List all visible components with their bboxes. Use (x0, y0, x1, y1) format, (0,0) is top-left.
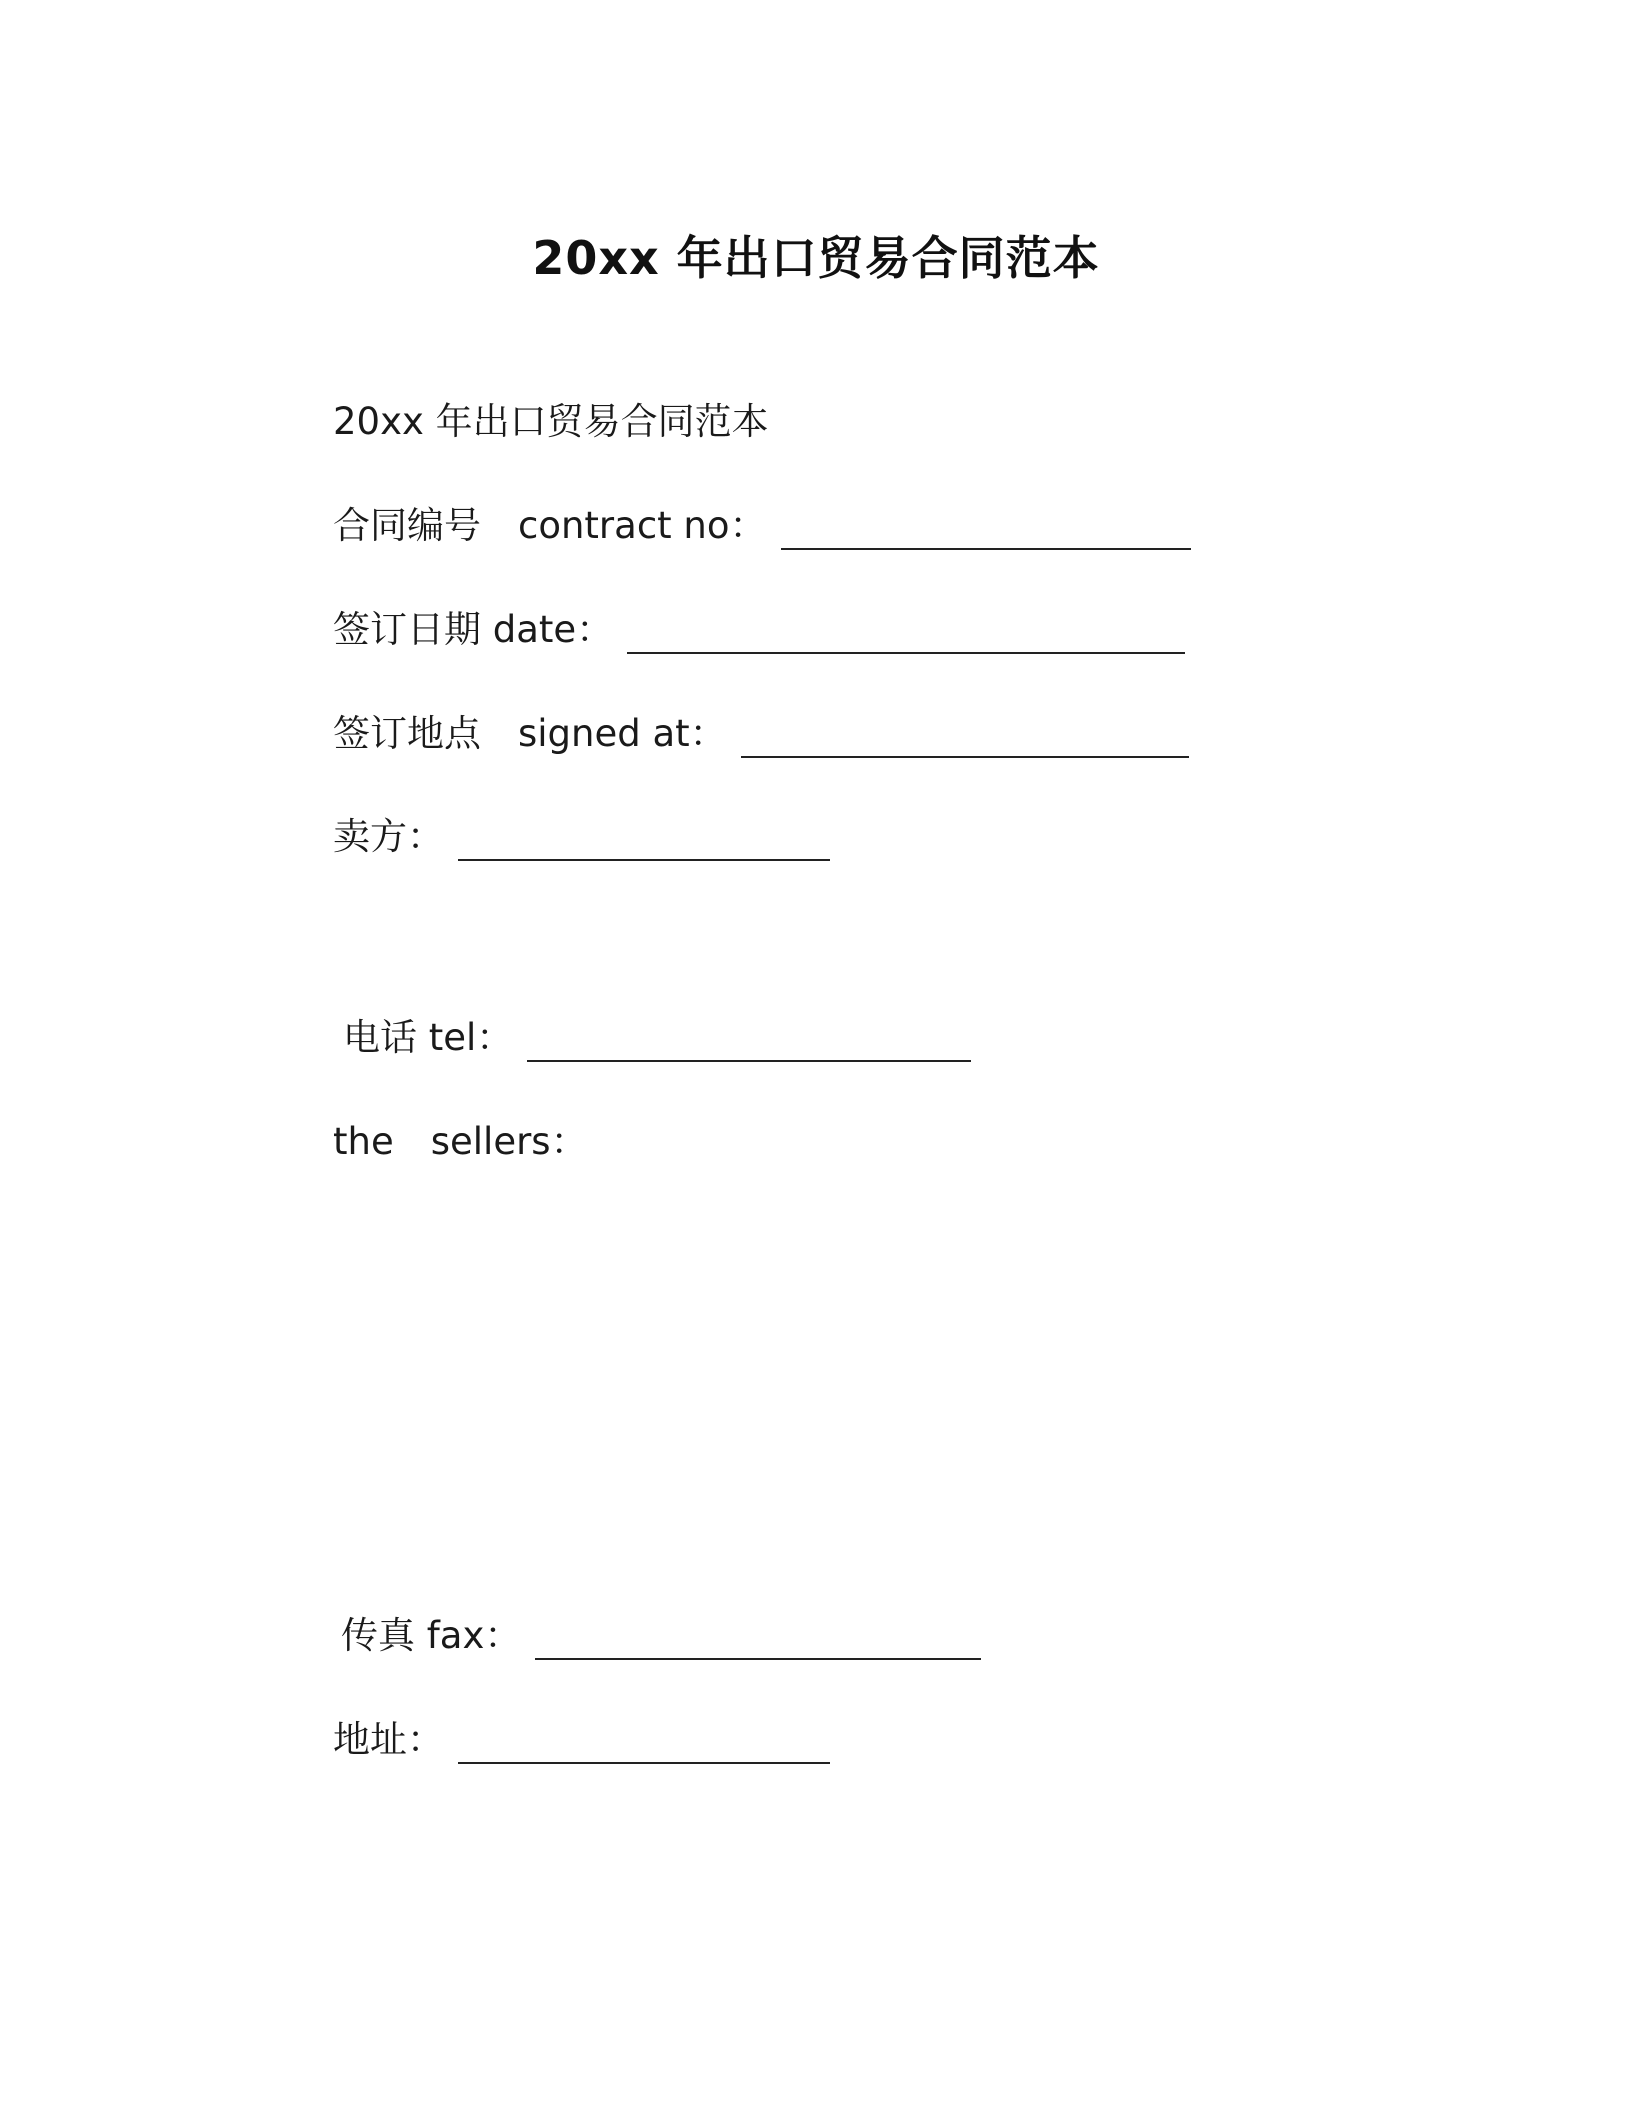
seller-label: 卖方： (333, 815, 444, 858)
the-sellers-row (333, 1118, 588, 1166)
document-title: 20xx 年出口贸易合同范本 (532, 231, 1100, 285)
date-label: 签订日期 date： (333, 608, 614, 651)
the-sellers-label: the sellers： (333, 1120, 588, 1163)
fax-label: 传真 fax： (341, 1614, 522, 1657)
contract-no-row (333, 502, 1191, 550)
date-blank[interactable] (627, 612, 1185, 654)
signed-at-blank[interactable] (741, 716, 1189, 758)
address-row (333, 1716, 830, 1764)
tel-blank[interactable] (527, 1020, 971, 1062)
contract-no-blank[interactable] (781, 508, 1191, 550)
subtitle-text: 20xx 年出口贸易合同范本 (333, 400, 769, 443)
signed-at-label: 签订地点 signed at： (333, 712, 727, 755)
seller-row (333, 813, 830, 861)
contract-no-label: 合同编号 contract no： (333, 504, 767, 547)
address-blank[interactable] (458, 1722, 830, 1764)
fax-blank[interactable] (535, 1618, 981, 1660)
seller-blank[interactable] (458, 819, 830, 861)
document-subtitle (333, 398, 769, 446)
date-row (333, 606, 1185, 654)
tel-row (343, 1014, 971, 1062)
signed-at-row (333, 710, 1189, 758)
tel-label: 电话 tel： (343, 1016, 514, 1059)
fax-row (341, 1612, 981, 1660)
address-label: 地址： (333, 1718, 444, 1761)
